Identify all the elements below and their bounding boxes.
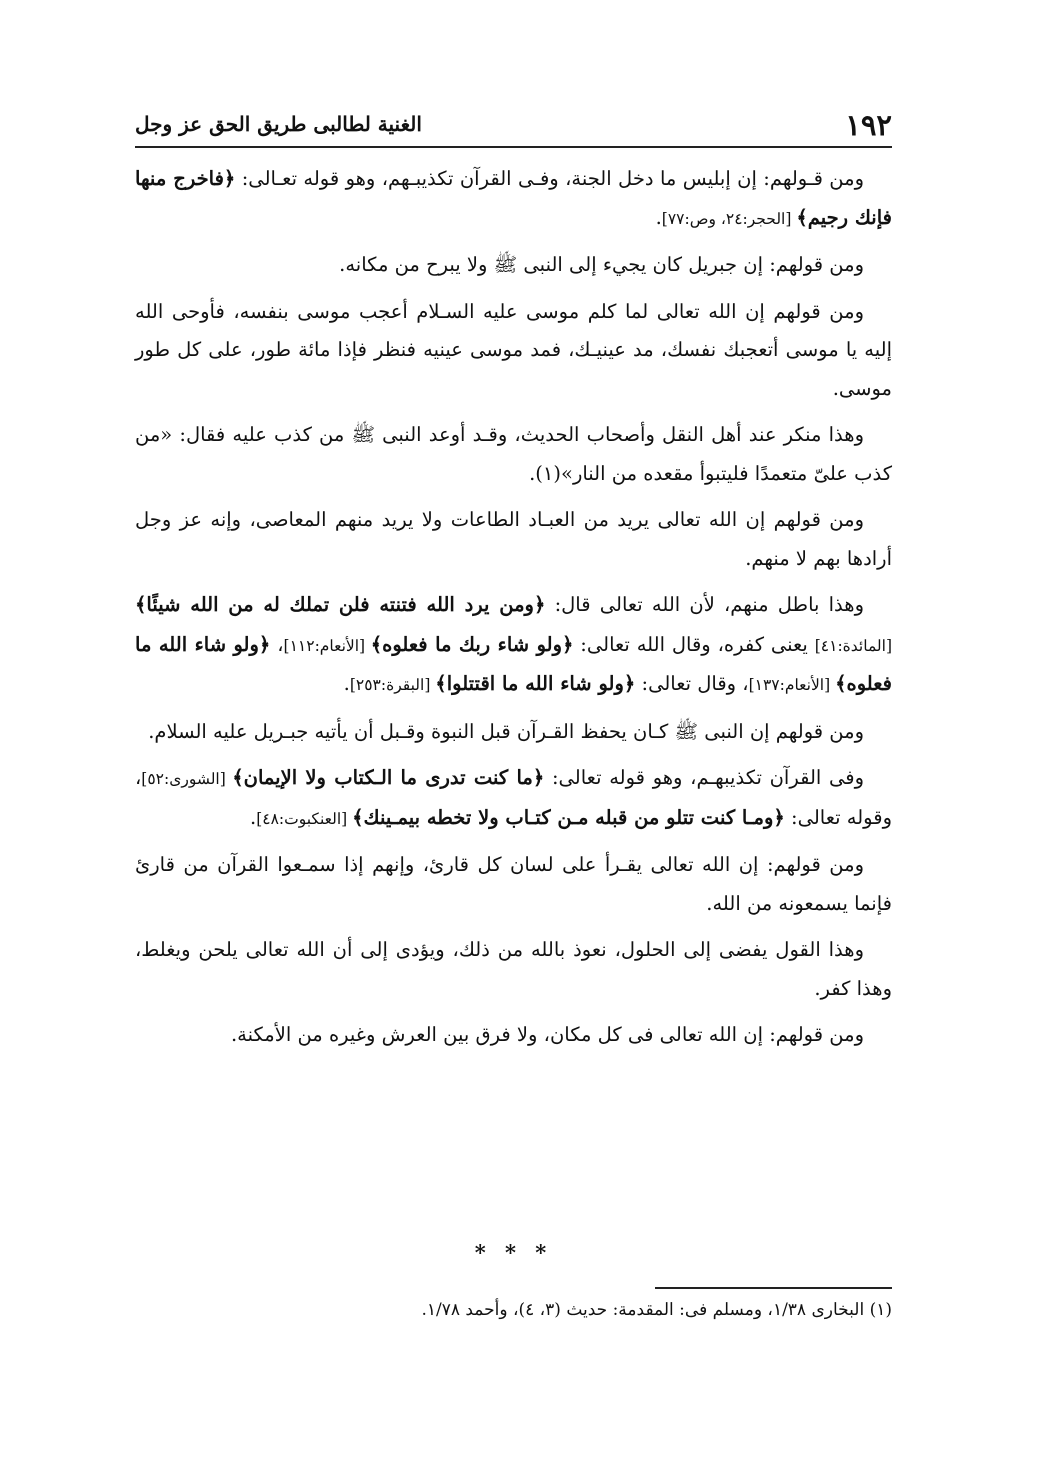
header-rule: [135, 146, 892, 148]
paragraph-5: [135, 501, 892, 578]
verse-reference: [الحجر:٢٤، وص:٧٧]: [661, 209, 797, 228]
paragraph-9: [135, 846, 892, 923]
section-separator: * * *: [474, 1240, 553, 1265]
running-header: [135, 102, 892, 146]
page-number: ١٩٢: [845, 108, 892, 142]
paragraph-2: [135, 246, 892, 285]
text-run: ومن قولهم إن النبى ﷺ كـان يحفظ القـرآن قبل النبوة وقـبل أن يأتيه جبـريل عليه السلام.: [148, 719, 864, 743]
quran-verse: ﴿ولو شاء الله ما فعلوه﴾: [135, 632, 892, 695]
paragraph-4: [135, 416, 892, 493]
text-run: وهذا باطل منهم، لأن الله تعالى قال:: [545, 593, 864, 616]
verse-reference: [العنكبوت:٤٨]: [256, 809, 353, 828]
verse-reference: [الأنعام:١١٢]: [283, 636, 371, 655]
text-run: .: [343, 672, 350, 695]
paragraph-11: [135, 1016, 892, 1055]
verse-reference: [المائدة:٤١]: [814, 636, 892, 655]
paragraph-10: [135, 931, 892, 1008]
book-title: الغنية لطالبى طريق الحق عز وجل: [135, 112, 422, 136]
text-run: يعنى كفره، وقال الله تعالى:: [573, 632, 815, 656]
text-run: .: [655, 205, 662, 229]
text-run: ، وقال تعالى:: [635, 672, 749, 695]
text-run: ومن قولهم إن الله تعالى لما كلم موسى عليه السـلام أعجب موسى بنفسه، فأوحى الله إليه يا موسى أتعجبك نفسك، مد عينيـك، فمد موسى عينيه فنظر فإذا مائة طور، على كل طور موسى.: [135, 299, 892, 400]
footnote-rule: [655, 1287, 892, 1289]
paragraph-3: [135, 293, 892, 409]
quran-verse: ﴿ومن يرد الله فتنته فلن تملك له من الله شيئًا﴾: [135, 593, 546, 616]
text-run: وهذا منكر عند أهل النقل وأصحاب الحديث، وقـد أوعد النبى ﷺ من كذب عليه فقال: «من كذب علىّ متعمدًا فليتبوأ مقعده من النار»(١).: [135, 423, 892, 485]
footnote: (١) البخارى ١/٣٨، ومسلم فى: المقدمة: حديث (٣، ٤)، وأحمد ١/٧٨.: [421, 1300, 892, 1320]
text-run: .: [249, 805, 257, 829]
paragraph-7: [135, 713, 892, 752]
verse-reference: [الشورى:٥٢]: [141, 770, 233, 788]
text-run: ومن قولهم: إن جبريل كان يجيء إلى النبى ﷺ ولا يبرح من مكانه.: [339, 253, 864, 276]
body-text: [135, 160, 892, 1063]
quran-verse: ﴿ومـا كنت تتلو من قبله مـن كتـاب ولا تخطه بيمـينك﴾: [352, 805, 785, 829]
quran-verse: ﴿ولو شاء الله ما اقتتلوا﴾: [435, 672, 636, 695]
text-run: ،: [270, 632, 284, 656]
text-run: ومن قولهم: إن الله تعالى فى كل مكان، ولا فرق بين العرش وغيره من الأمكنة.: [230, 1023, 864, 1046]
text-run: ومن قـولهم: إن إبليس ما دخل الجنة، وفـى القرآن تكذيبـهم، وهو قوله تعـالى:: [235, 167, 864, 190]
verse-reference: [البقرة:٢٥٣]: [349, 676, 436, 694]
text-run: وفى القرآن تكذيبهـم، وهو قوله تعالى:: [544, 766, 864, 789]
quran-verse: ﴿ما كنت تدرى ما الـكتاب ولا الإيمان﴾: [232, 766, 545, 789]
text-run: وهذا القول يفضى إلى الحلول، نعوذ بالله من ذلك، ويؤدى إلى أن الله تعالى يلحن ويغلط، وهذا كفر.: [135, 938, 892, 1000]
quran-verse: ﴿فاخرج منها فإنك رجيم﴾: [135, 167, 892, 229]
text-run: ، وقوله تعالى:: [135, 766, 892, 829]
paragraph-6: [135, 586, 892, 705]
paragraph-8: [135, 759, 892, 838]
text-run: ومن قولهم إن الله تعالى يريد من العبـاد الطاعات ولا يريد منهم المعاصى، وإنه عز وجل أرادها بهم لا منهم.: [135, 508, 892, 570]
text-run: ومن قولهم: إن الله تعالى يقـرأ على لسان كل قارئ، وإنهم إذا سمـعوا القرآن من قارئ فإنما يسمعونه من الله.: [135, 853, 892, 915]
verse-reference: [الأنعام:١٣٧]: [748, 676, 836, 694]
quran-verse: ﴿ولو شاء ربك ما فعلوه﴾: [370, 632, 574, 656]
paragraph-1: [135, 160, 892, 238]
